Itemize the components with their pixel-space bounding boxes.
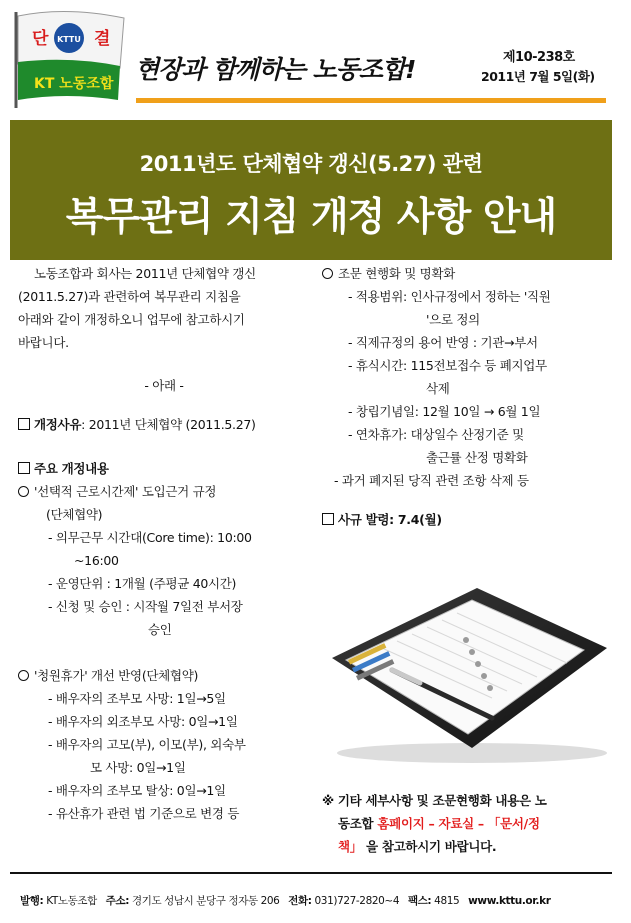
flag-text-right: 결 [94,29,111,49]
note-text: 을 참고하시기 바랍니다. [361,839,497,854]
checkbox-square-icon [322,513,334,525]
item3-line: - 휴식시간: 115전보접수 등 폐지업무 [348,358,547,373]
regulation-notice-label: 사규 발령 [338,512,390,527]
note-text: 동조합 [338,816,378,831]
additional-info-note [322,789,614,858]
website-link[interactable]: www.kttu.or.kr [468,895,551,907]
footer-divider [10,872,612,874]
union-flag-logo [6,8,128,112]
item2-line: 모 사망: 0일→1일 [90,760,186,775]
item3-title-text: 조문 현행화 및 명확화 [338,266,455,281]
main-changes-label: 주요 개정내용 [34,461,109,476]
homepage-link-tail[interactable]: 책」 [338,839,362,854]
publisher-label: 발행: [20,895,44,907]
circle-bullet-icon [322,268,333,279]
revision-reason-value: : 2011년 단체협약 (2011.5.27) [81,417,256,432]
issue-number: 제10-238호 [503,50,575,65]
item1-line: - 신청 및 승인 : 시작월 7일전 부서장 [48,599,243,614]
checkbox-square-icon [18,462,30,474]
item3-line: - 적용범위: 인사규정에서 정하는 '직원 [348,289,551,304]
checkbox-square-icon [18,418,30,430]
header-divider [136,98,606,103]
slogan: 현장과 함께하는 노동조합! [135,55,416,84]
footer [20,893,550,908]
item2-line: - 유산휴가 관련 법 기준으로 변경 등 [48,806,240,821]
below-marker: - 아래 - [144,378,184,393]
item2-line: - 배우자의 조부모 탈상: 0일→1일 [48,783,226,798]
circle-bullet-icon [18,486,29,497]
revision-reason-label: 개정사유 [34,417,82,432]
flag-band-text: KT 노동조합 [34,76,114,92]
item3-line: 출근률 산정 명확화 [426,450,528,465]
circle-bullet-icon [18,670,29,681]
planner-pen-image [322,578,612,768]
intro-line: 아래와 같이 개정하오니 업무에 참고하시기 [18,312,245,327]
left-column [18,262,310,825]
intro-line: 노동조합과 회사는 2011년 단체협약 갱신 [34,266,256,281]
item1-title-text: '선택적 근로시간제' 도입근거 규정 [34,484,217,499]
item2-title-text: '청원휴가' 개선 반영(단체협약) [34,668,199,683]
item1-line: - 운영단위 : 1개월 (주평균 40시간) [48,576,237,591]
item3-line: 삭제 [426,381,450,396]
banner-subtitle: 2011년도 단체협약 갱신(5.27) 관련 [139,152,483,176]
item3-line: - 연차휴가: 대상일수 산정기준 및 [348,427,524,442]
banner-title: 복무관리 지침 개정 사항 안내 [65,195,557,240]
note-line [322,835,614,858]
title-banner [10,120,612,260]
main-changes-heading [18,457,310,480]
phone: 031)727-2820~4 [311,895,400,907]
intro-line: (2011.5.27)과 관련하여 복무관리 지침을 [18,289,241,304]
item3-line: - 직제규정의 용어 반영 : 기관→부서 [348,335,538,350]
note-line [322,812,614,835]
issue-date: 2011년 7월 5일(화) [481,69,595,84]
item1-title2: (단체협약) [46,507,103,522]
item2-line: - 배우자의 외조부모 사망: 0일→1일 [48,714,238,729]
flag-emblem: KTTU [57,35,81,44]
address-label: 주소: [105,895,130,907]
revision-reason [18,413,310,436]
item1-line: 승인 [148,622,172,637]
item1-line: ~16:00 [74,553,119,568]
item2-line: - 배우자의 조부모 사망: 1일→5일 [48,691,226,706]
item2-title [18,664,310,687]
item3-line: - 창립기념일: 12월 10일 → 6월 1일 [348,404,541,419]
note-line: ※ 기타 세부사항 및 조문현행화 내용은 노 [322,793,547,808]
regulation-notice [322,508,614,531]
homepage-link[interactable]: 홈페이지 – 자료실 – 「문서/정 [377,816,540,831]
fax-label: 팩스: [407,895,432,907]
regulation-notice-value: : 7.4(월) [389,512,442,527]
publisher: KT노동조합 [43,895,97,907]
item3-line: '으로 정의 [426,312,480,327]
item2-line: - 배우자의 고모(부), 이모(부), 외숙부 [48,737,246,752]
intro-line: 바랍니다. [18,335,69,350]
phone-label: 전화: [288,895,312,907]
fax: 4815 [431,895,460,907]
address: 경기도 성남시 분당구 정자동 206 [129,895,280,907]
item1-line: - 의무근무 시간대(Core time): 10:00 [48,530,252,545]
item3-title [322,262,614,285]
item1-title [18,480,310,503]
flag-text-left: 단 [32,29,49,49]
right-column [322,262,614,531]
item3-line: - 과거 폐지된 당직 관련 조항 삭제 등 [334,473,529,488]
